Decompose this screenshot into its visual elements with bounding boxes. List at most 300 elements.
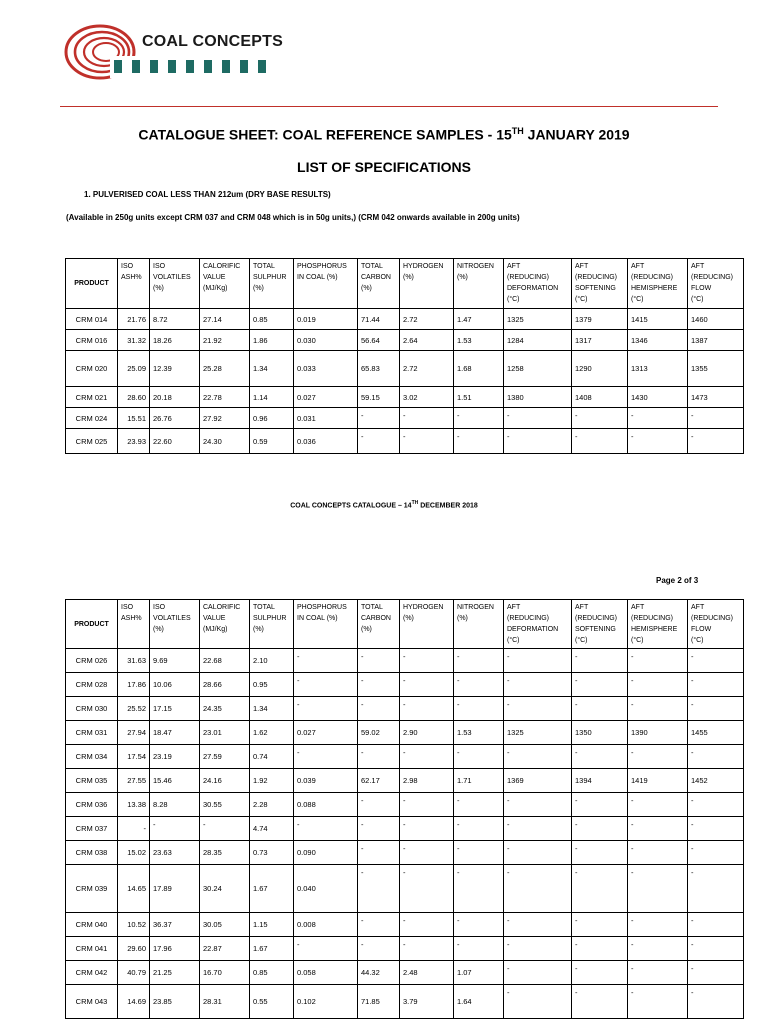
table-row: [66, 817, 744, 841]
value-cell: 17.15: [150, 697, 200, 721]
value-cell: 1455: [688, 721, 744, 745]
column-header-line: AFT: [507, 263, 521, 270]
column-header: [118, 259, 150, 309]
value-cell: 1.67: [250, 865, 294, 913]
value-cell: -: [358, 865, 400, 913]
table-row: [66, 330, 744, 351]
value-cell: 3.02: [400, 387, 454, 408]
value-cell: 4.74: [250, 817, 294, 841]
column-header-line: (%): [457, 615, 468, 622]
value-cell: -: [572, 697, 628, 721]
table-header-row: [66, 259, 744, 309]
page-number: Page 2 of 3: [656, 576, 699, 585]
logo-spiral-icon: [62, 22, 142, 82]
column-header: [400, 259, 454, 309]
value-cell: 27.92: [200, 408, 250, 429]
value-cell: 25.52: [118, 697, 150, 721]
value-cell: 15.46: [150, 769, 200, 793]
value-cell: -: [358, 429, 400, 454]
column-header-line: AFT: [691, 604, 705, 611]
value-cell: -: [358, 673, 400, 697]
value-cell: 22.87: [200, 937, 250, 961]
product-cell: CRM 026: [66, 649, 118, 673]
value-cell: -: [688, 408, 744, 429]
value-cell: 1369: [504, 769, 572, 793]
value-cell: 1452: [688, 769, 744, 793]
value-cell: 29.60: [118, 937, 150, 961]
column-header-line: ASH%: [121, 615, 142, 622]
column-header: [400, 600, 454, 649]
value-cell: 1.71: [454, 769, 504, 793]
column-header-line: VALUE: [203, 615, 226, 622]
column-header: [504, 600, 572, 649]
column-header-line: (°C): [691, 296, 704, 303]
column-header-line: SULPHUR: [253, 274, 287, 281]
value-cell: -: [504, 913, 572, 937]
value-cell: 21.25: [150, 961, 200, 985]
value-cell: 0.85: [250, 309, 294, 330]
table-row: [66, 408, 744, 429]
value-cell: 1.64: [454, 985, 504, 1019]
value-cell: 1415: [628, 309, 688, 330]
value-cell: 27.94: [118, 721, 150, 745]
column-header: [294, 259, 358, 309]
table-row: [66, 673, 744, 697]
product-cell: CRM 043: [66, 985, 118, 1019]
column-header-line: (%): [253, 285, 264, 292]
column-header-line: DEFORMATION: [507, 285, 559, 292]
value-cell: -: [572, 937, 628, 961]
value-cell: -: [118, 817, 150, 841]
specifications-table-1: [65, 258, 744, 454]
value-cell: 0.102: [294, 985, 358, 1019]
value-cell: -: [358, 841, 400, 865]
value-cell: 1.67: [250, 937, 294, 961]
value-cell: 0.74: [250, 745, 294, 769]
logo-text: COAL CONCEPTS: [142, 33, 283, 50]
column-header-line: (°C): [631, 296, 644, 303]
value-cell: 1.47: [454, 309, 504, 330]
value-cell: -: [504, 985, 572, 1019]
value-cell: 23.19: [150, 745, 200, 769]
value-cell: 0.85: [250, 961, 294, 985]
value-cell: 23.85: [150, 985, 200, 1019]
column-header-line: (MJ/Kg): [203, 285, 228, 292]
value-cell: 1.53: [454, 330, 504, 351]
value-cell: 1350: [572, 721, 628, 745]
value-cell: -: [628, 408, 688, 429]
value-cell: 17.96: [150, 937, 200, 961]
value-cell: 71.85: [358, 985, 400, 1019]
column-header-line: CALORIFIC: [203, 263, 241, 270]
value-cell: 0.039: [294, 769, 358, 793]
column-header: [150, 600, 200, 649]
value-cell: -: [504, 697, 572, 721]
product-cell: CRM 030: [66, 697, 118, 721]
value-cell: -: [504, 817, 572, 841]
column-header-line: SULPHUR: [253, 615, 287, 622]
column-header-line: HYDROGEN: [403, 604, 444, 611]
value-cell: 2.28: [250, 793, 294, 817]
value-cell: -: [454, 745, 504, 769]
value-cell: -: [572, 985, 628, 1019]
value-cell: -: [400, 841, 454, 865]
column-header-line: (REDUCING): [631, 615, 673, 622]
value-cell: -: [688, 865, 744, 913]
column-header: [150, 259, 200, 309]
column-header-line: (%): [153, 285, 164, 292]
value-cell: 1284: [504, 330, 572, 351]
value-cell: 3.79: [400, 985, 454, 1019]
value-cell: 24.30: [200, 429, 250, 454]
value-cell: -: [358, 649, 400, 673]
value-cell: 1390: [628, 721, 688, 745]
table-row: [66, 697, 744, 721]
product-cell: CRM 038: [66, 841, 118, 865]
value-cell: 2.72: [400, 309, 454, 330]
column-header-line: (REDUCING): [507, 274, 549, 281]
value-cell: 59.15: [358, 387, 400, 408]
column-header: [118, 600, 150, 649]
column-header-line: (°C): [691, 637, 704, 644]
value-cell: -: [572, 649, 628, 673]
value-cell: 17.54: [118, 745, 150, 769]
value-cell: -: [454, 697, 504, 721]
table-row: [66, 721, 744, 745]
column-header: [66, 259, 118, 309]
value-cell: 1.68: [454, 351, 504, 387]
product-cell: CRM 025: [66, 429, 118, 454]
column-header-line: AFT: [631, 263, 645, 270]
value-cell: 0.95: [250, 673, 294, 697]
value-cell: 30.24: [200, 865, 250, 913]
value-cell: -: [688, 673, 744, 697]
value-cell: -: [628, 961, 688, 985]
value-cell: -: [400, 408, 454, 429]
value-cell: 22.68: [200, 649, 250, 673]
column-header-line: (°C): [575, 637, 588, 644]
column-header-line: (%): [361, 626, 372, 633]
value-cell: 59.02: [358, 721, 400, 745]
value-cell: -: [454, 913, 504, 937]
column-header-line: (°C): [507, 296, 520, 303]
page-subtitle: LIST OF SPECIFICATIONS: [297, 159, 471, 175]
value-cell: 20.18: [150, 387, 200, 408]
value-cell: 71.44: [358, 309, 400, 330]
product-cell: CRM 042: [66, 961, 118, 985]
value-cell: 14.65: [118, 865, 150, 913]
value-cell: 30.55: [200, 793, 250, 817]
value-cell: -: [454, 649, 504, 673]
column-header-line: AFT: [631, 604, 645, 611]
value-cell: 27.55: [118, 769, 150, 793]
column-header-line: (%): [457, 274, 468, 281]
column-header: [294, 600, 358, 649]
value-cell: -: [294, 673, 358, 697]
value-cell: -: [572, 429, 628, 454]
value-cell: 13.38: [118, 793, 150, 817]
value-cell: -: [688, 745, 744, 769]
value-cell: 22.78: [200, 387, 250, 408]
column-header-line: (%): [153, 626, 164, 633]
table-row: [66, 351, 744, 387]
value-cell: 14.69: [118, 985, 150, 1019]
value-cell: -: [400, 649, 454, 673]
value-cell: 1.51: [454, 387, 504, 408]
column-header: [504, 259, 572, 309]
value-cell: -: [358, 913, 400, 937]
value-cell: -: [400, 429, 454, 454]
value-cell: 21.76: [118, 309, 150, 330]
column-header-line: (°C): [575, 296, 588, 303]
value-cell: 24.35: [200, 697, 250, 721]
value-cell: -: [688, 429, 744, 454]
value-cell: -: [400, 817, 454, 841]
value-cell: 23.63: [150, 841, 200, 865]
value-cell: -: [504, 429, 572, 454]
value-cell: 23.93: [118, 429, 150, 454]
column-header: [358, 259, 400, 309]
column-header-line: (REDUCING): [631, 274, 673, 281]
value-cell: 56.64: [358, 330, 400, 351]
table-row: [66, 793, 744, 817]
value-cell: -: [454, 429, 504, 454]
column-header-line: (REDUCING): [575, 274, 617, 281]
value-cell: -: [454, 793, 504, 817]
value-cell: 1.34: [250, 697, 294, 721]
value-cell: -: [454, 817, 504, 841]
value-cell: -: [454, 865, 504, 913]
column-header-line: TOTAL: [253, 263, 275, 270]
product-cell: CRM 039: [66, 865, 118, 913]
column-header-line: VOLATILES: [153, 274, 191, 281]
value-cell: 2.72: [400, 351, 454, 387]
column-header-line: (%): [403, 274, 414, 281]
value-cell: 25.09: [118, 351, 150, 387]
column-header-line: AFT: [691, 263, 705, 270]
column-header-line: CARBON: [361, 274, 391, 281]
column-header-line: ISO: [121, 604, 134, 611]
value-cell: -: [150, 817, 200, 841]
company-logo: [62, 22, 272, 82]
product-cell: CRM 028: [66, 673, 118, 697]
column-header-line: (%): [361, 285, 372, 292]
value-cell: 1.14: [250, 387, 294, 408]
value-cell: 1355: [688, 351, 744, 387]
product-cell: CRM 031: [66, 721, 118, 745]
value-cell: 0.058: [294, 961, 358, 985]
value-cell: -: [358, 697, 400, 721]
value-cell: -: [294, 817, 358, 841]
value-cell: -: [572, 841, 628, 865]
value-cell: 1.92: [250, 769, 294, 793]
value-cell: 0.73: [250, 841, 294, 865]
value-cell: -: [358, 937, 400, 961]
value-cell: -: [628, 429, 688, 454]
value-cell: 44.32: [358, 961, 400, 985]
value-cell: 27.59: [200, 745, 250, 769]
value-cell: 9.69: [150, 649, 200, 673]
column-header-line: (°C): [631, 637, 644, 644]
value-cell: -: [358, 408, 400, 429]
column-header-line: AFT: [575, 263, 589, 270]
value-cell: 1.62: [250, 721, 294, 745]
value-cell: 0.96: [250, 408, 294, 429]
product-cell: CRM 041: [66, 937, 118, 961]
product-cell: CRM 035: [66, 769, 118, 793]
value-cell: -: [454, 408, 504, 429]
value-cell: -: [572, 745, 628, 769]
value-cell: 1.34: [250, 351, 294, 387]
value-cell: 0.027: [294, 387, 358, 408]
value-cell: -: [688, 961, 744, 985]
value-cell: -: [504, 841, 572, 865]
column-header: [454, 259, 504, 309]
value-cell: 22.60: [150, 429, 200, 454]
column-header-line: (%): [253, 626, 264, 633]
value-cell: 28.35: [200, 841, 250, 865]
value-cell: 0.040: [294, 865, 358, 913]
value-cell: -: [294, 745, 358, 769]
value-cell: 27.14: [200, 309, 250, 330]
value-cell: -: [400, 673, 454, 697]
value-cell: -: [504, 745, 572, 769]
column-header-line: (MJ/Kg): [203, 626, 228, 633]
value-cell: -: [572, 913, 628, 937]
value-cell: 0.55: [250, 985, 294, 1019]
value-cell: 1387: [688, 330, 744, 351]
value-cell: -: [572, 961, 628, 985]
column-header: [66, 600, 118, 649]
table-row: [66, 841, 744, 865]
value-cell: -: [688, 649, 744, 673]
value-cell: 1460: [688, 309, 744, 330]
table-row: [66, 913, 744, 937]
value-cell: 0.59: [250, 429, 294, 454]
value-cell: 30.05: [200, 913, 250, 937]
column-header-line: (REDUCING): [507, 615, 549, 622]
value-cell: 1430: [628, 387, 688, 408]
product-cell: CRM 040: [66, 913, 118, 937]
value-cell: 1290: [572, 351, 628, 387]
product-cell: CRM 036: [66, 793, 118, 817]
value-cell: -: [400, 913, 454, 937]
column-header-line: TOTAL: [361, 604, 383, 611]
value-cell: 24.16: [200, 769, 250, 793]
value-cell: -: [688, 697, 744, 721]
column-header-line: (REDUCING): [691, 274, 733, 281]
value-cell: -: [400, 697, 454, 721]
value-cell: 0.030: [294, 330, 358, 351]
availability-note: (Available in 250g units except CRM 037 and CRM 048 which is in 50g units,) (CRM 042 onwards available in 200g units): [66, 213, 520, 222]
value-cell: 0.033: [294, 351, 358, 387]
column-header-line: ISO: [153, 263, 166, 270]
value-cell: 28.60: [118, 387, 150, 408]
value-cell: 36.37: [150, 913, 200, 937]
column-header-line: PHOSPHORUS: [297, 263, 347, 270]
column-header-line: VALUE: [203, 274, 226, 281]
value-cell: -: [454, 673, 504, 697]
table-row: [66, 985, 744, 1019]
value-cell: 18.47: [150, 721, 200, 745]
value-cell: -: [504, 673, 572, 697]
value-cell: -: [572, 673, 628, 697]
value-cell: -: [572, 865, 628, 913]
product-cell: CRM 034: [66, 745, 118, 769]
value-cell: 17.86: [118, 673, 150, 697]
table-row: [66, 309, 744, 330]
value-cell: 2.64: [400, 330, 454, 351]
value-cell: 28.31: [200, 985, 250, 1019]
value-cell: -: [688, 841, 744, 865]
value-cell: 12.39: [150, 351, 200, 387]
value-cell: 28.66: [200, 673, 250, 697]
value-cell: -: [504, 649, 572, 673]
value-cell: -: [572, 408, 628, 429]
value-cell: 26.76: [150, 408, 200, 429]
column-header-line: IN COAL (%): [297, 615, 338, 622]
value-cell: 25.28: [200, 351, 250, 387]
column-header-line: ASH%: [121, 274, 142, 281]
value-cell: 31.63: [118, 649, 150, 673]
value-cell: 8.28: [150, 793, 200, 817]
product-cell: CRM 024: [66, 408, 118, 429]
value-cell: 0.088: [294, 793, 358, 817]
section-heading: 1. PULVERISED COAL LESS THAN 212um (DRY BASE RESULTS): [84, 190, 331, 199]
value-cell: 1313: [628, 351, 688, 387]
column-header: [688, 259, 744, 309]
value-cell: 1.53: [454, 721, 504, 745]
value-cell: 15.02: [118, 841, 150, 865]
value-cell: -: [628, 985, 688, 1019]
product-cell: CRM 037: [66, 817, 118, 841]
value-cell: 0.027: [294, 721, 358, 745]
table-row: [66, 937, 744, 961]
value-cell: -: [504, 937, 572, 961]
column-header-line: DEFORMATION: [507, 626, 559, 633]
value-cell: 0.036: [294, 429, 358, 454]
column-header-line: CALORIFIC: [203, 604, 241, 611]
column-header: [358, 600, 400, 649]
table-header-row: [66, 600, 744, 649]
value-cell: -: [628, 913, 688, 937]
value-cell: 8.72: [150, 309, 200, 330]
value-cell: 17.89: [150, 865, 200, 913]
value-cell: -: [628, 649, 688, 673]
column-header: [250, 259, 294, 309]
table-row: [66, 387, 744, 408]
value-cell: 18.26: [150, 330, 200, 351]
column-header: [200, 600, 250, 649]
value-cell: 1408: [572, 387, 628, 408]
value-cell: -: [688, 913, 744, 937]
value-cell: 10.52: [118, 913, 150, 937]
value-cell: 1325: [504, 721, 572, 745]
column-header: [454, 600, 504, 649]
header-divider: [60, 106, 718, 107]
value-cell: -: [400, 937, 454, 961]
value-cell: 1379: [572, 309, 628, 330]
column-header-line: CARBON: [361, 615, 391, 622]
column-header-line: HYDROGEN: [403, 263, 444, 270]
value-cell: -: [628, 937, 688, 961]
value-cell: -: [688, 817, 744, 841]
product-cell: CRM 020: [66, 351, 118, 387]
column-header-line: PHOSPHORUS: [297, 604, 347, 611]
value-cell: -: [628, 865, 688, 913]
value-cell: -: [628, 673, 688, 697]
value-cell: -: [358, 793, 400, 817]
